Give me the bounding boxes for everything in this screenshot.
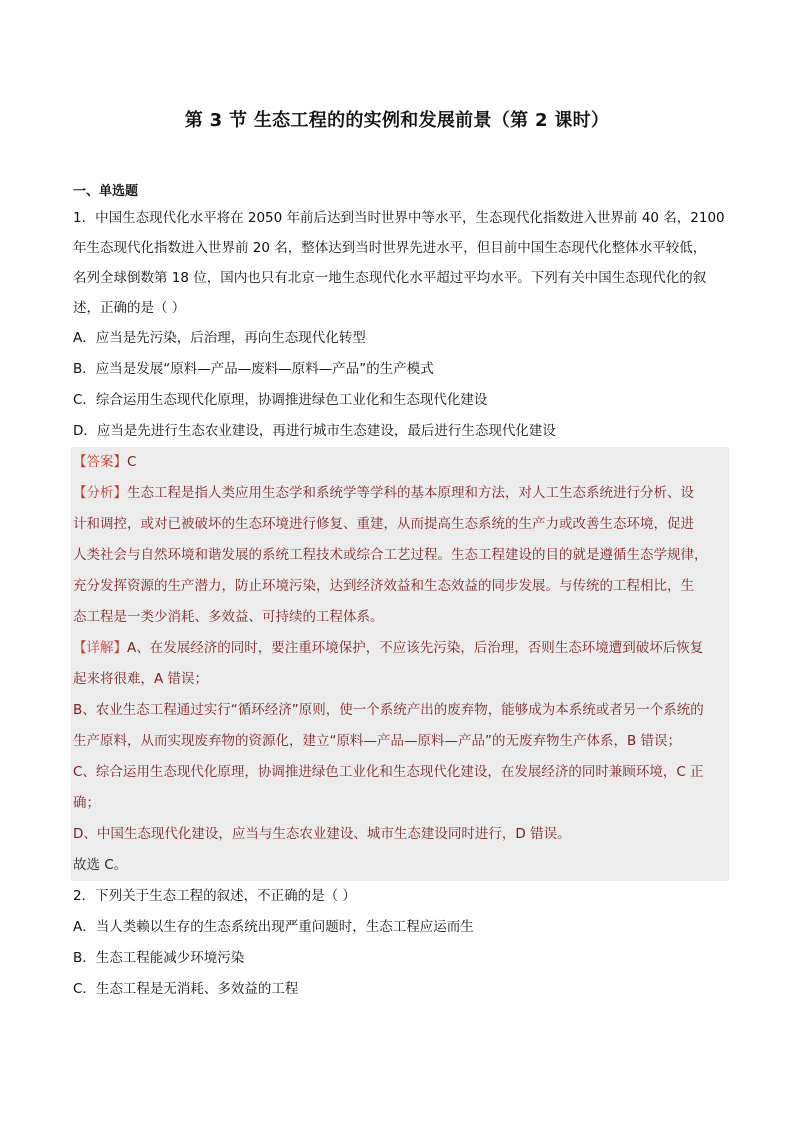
answer-value: C	[127, 454, 137, 470]
conclusion-line: 故选 C。	[73, 857, 128, 873]
page-title: 第 3 节 生态工程的的实例和发展前景（第 2 课时）	[184, 110, 610, 131]
analysis-line: 充分发挥资源的生产潜力，防止环境污染，达到经济效益和生态效益的同步发展。与传统的工程相比，生	[73, 578, 694, 594]
question-content	[73, 203, 723, 1005]
detail-line: 【详解】A、在发展经济的同时，要注重环境保护，不应该先污染，后治理，否则生态环境遭到破坏后恢复	[73, 640, 704, 656]
analysis-line: 人类社会与自然环境和谐发展的系统工程技术或综合工艺过程。生态工程建设的目的就是遵循生态学规律，	[73, 547, 708, 563]
detail-line: D、中国生态现代化建设，应当与生态农业建设、城市生态建设同时进行，D 错误。	[73, 826, 571, 842]
option-c: C．综合运用生态现代化原理，协调推进绿色工业化和生态现代化建设	[73, 392, 488, 408]
option-c: C．生态工程是无消耗、多效益的工程	[73, 981, 299, 997]
analysis-line: 【分析】生态工程是指人类应用生态学和系统学等学科的基本原理和方法，对人工生态系统进行分析、设	[73, 485, 694, 501]
question-stem-line: 2．下列关于生态工程的叙述，不正确的是（ ）	[73, 888, 356, 904]
answer-line	[73, 447, 725, 478]
detail-line: 起来将很难，A 错误；	[73, 671, 209, 687]
answer-analysis-block	[71, 447, 729, 881]
option-a: A．当人类赖以生存的生态系统出现严重问题时，生态工程应运而生	[73, 919, 474, 935]
detail-line: C、综合运用生态现代化原理，协调推进绿色工业化和生态现代化建设，在发展经济的同时兼顾环境，C 正	[73, 764, 704, 780]
question-2	[73, 881, 723, 1005]
question-stem-line: 1．中国生态现代化水平将在 2050 年前后达到当时世界中等水平，生态现代化指数进入世界前 40 名，2100	[73, 210, 725, 226]
detail-tag: 【详解】	[73, 640, 127, 656]
question-stem-line: 述，正确的是（ ）	[73, 300, 186, 316]
detail-line: 确；	[73, 795, 100, 811]
question-1	[73, 203, 723, 881]
answer-tag: 【答案】	[73, 454, 127, 470]
option-b: B．生态工程能减少环境污染	[73, 950, 245, 966]
option-d: D．应当是先进行生态农业建设，再进行城市生态建设，最后进行生态现代化建设	[73, 423, 556, 439]
question-stem-line: 名列全球倒数第 18 位，国内也只有北京一地生态现代化水平超过平均水平。下列有关中国生态现代化的叙	[73, 270, 707, 286]
detail-line: 生产原料，从而实现废弃物的资源化，建立“原料—产品—原料—产品”的无废弃物生产体系，B 错误；	[73, 733, 682, 749]
analysis-line: 态工程是一类少消耗、多效益、可持续的工程体系。	[73, 609, 384, 625]
option-a: A．应当是先污染，后治理，再向生态现代化转型	[73, 330, 366, 346]
analysis-tag: 【分析】	[73, 485, 127, 501]
section-heading: 一、单选题	[73, 184, 139, 199]
question-stem-line: 年生态现代化指数进入世界前 20 名，整体达到当时世界先进水平，但目前中国生态现代化整体水平较低，	[73, 240, 707, 256]
detail-line: B、农业生态工程通过实行“循环经济”原则，使一个系统产出的废弃物，能够成为本系统或者另一个系统的	[73, 702, 704, 718]
option-b: B．应当是发展“原料—产品—废料—原料—产品”的生产模式	[73, 361, 434, 377]
analysis-line: 计和调控，或对已被破坏的生态环境进行修复、重建，从而提高生态系统的生产力或改善生态环境，促进	[73, 516, 694, 532]
